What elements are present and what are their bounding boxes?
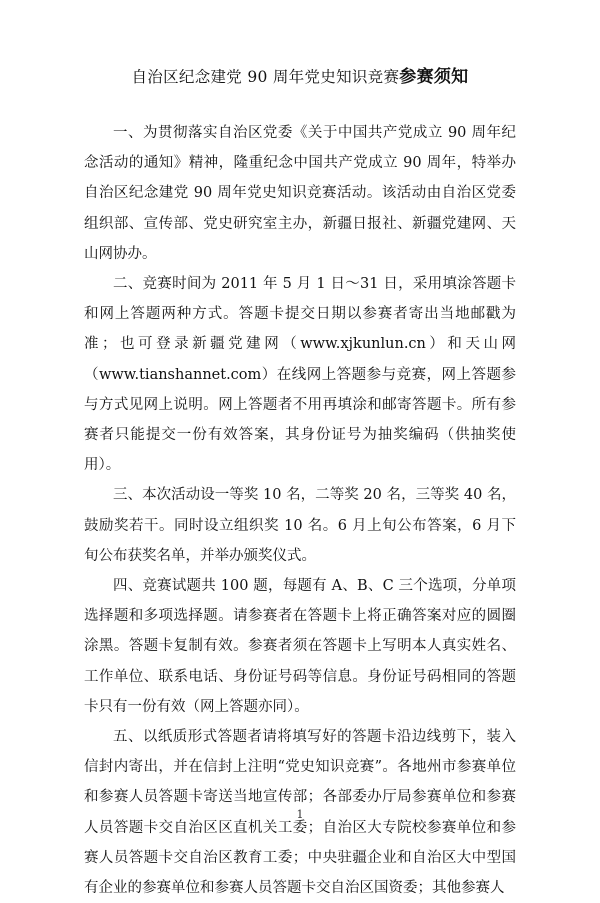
document-title: [0, 62, 600, 87]
paragraph-5: 五、以纸质形式答题者请将填写好的答题卡沿边线剪下，装入信封内寄出，并在信封上注明“党史知识竞赛”。各地州市参赛单位和参赛人员答题卡寄送当地宣传部；各部委办厅局参赛单位和参赛人员答题卡交自治区区直机关工委；自治区大专院校参赛单位和参赛人员答题卡交自治区教育工委；中央驻疆企业和自治区大中型国有企业的参赛单位和参赛人员答题卡交自治区国资委；其他参赛人: [84, 729, 516, 897]
document-body: [84, 118, 516, 903]
paragraph-1: 一、为贯彻落实自治区党委《关于中国共产党成立 90 周年纪念活动的通知》精神，隆重纪念中国共产党成立 90 周年，特举办自治区纪念建党 90 周年党史知识竞赛活动。该活动由自治区党委组织部、宣传部、党史研究室主办，新疆日报社、新疆党建网、天山网协办。: [84, 125, 516, 262]
page-number: 1: [296, 808, 304, 821]
paragraph-2: 二、竞赛时间为 2011 年 5 月 1 日～31 日，采用填涂答题卡和网上答题两种方式。答题卡提交日期以参赛者寄出当地邮戳为准；也可登录新疆党建网（www.xjkunlun.cn）和天山网（www.tianshannet.com）在线网上答题参与竞赛，网上答题参与方式见网上说明。网上答题者不用再填涂和邮寄答题卡。所有参赛者只能提交一份有效答案，其身份证号为抽奖编码（供抽奖使用）。: [84, 276, 516, 474]
title-main: 自治区纪念建党 90 周年党史知识竞赛: [131, 68, 400, 86]
paragraph-3: 三、本次活动设一等奖 10 名，二等奖 20 名，三等奖 40 名，鼓励奖若干。同时设立组织奖 10 名。6 月上旬公布答案，6 月下旬公布获奖名单，并举办颁奖仪式。: [84, 487, 516, 564]
title-emphasis: 参赛须知: [399, 67, 469, 87]
paragraph-4: 四、竞赛试题共 100 题，每题有 A、B、C 三个选项，分单项选择题和多项选择题。请参赛者在答题卡上将正确答案对应的圆圈涂黑。答题卡复制有效。参赛者须在答题卡上写明本人真实姓名、工作单位、联系电话、身份证号码等信息。身份证号码相同的答题卡只有一份有效（网上答题亦同）。: [84, 578, 516, 715]
